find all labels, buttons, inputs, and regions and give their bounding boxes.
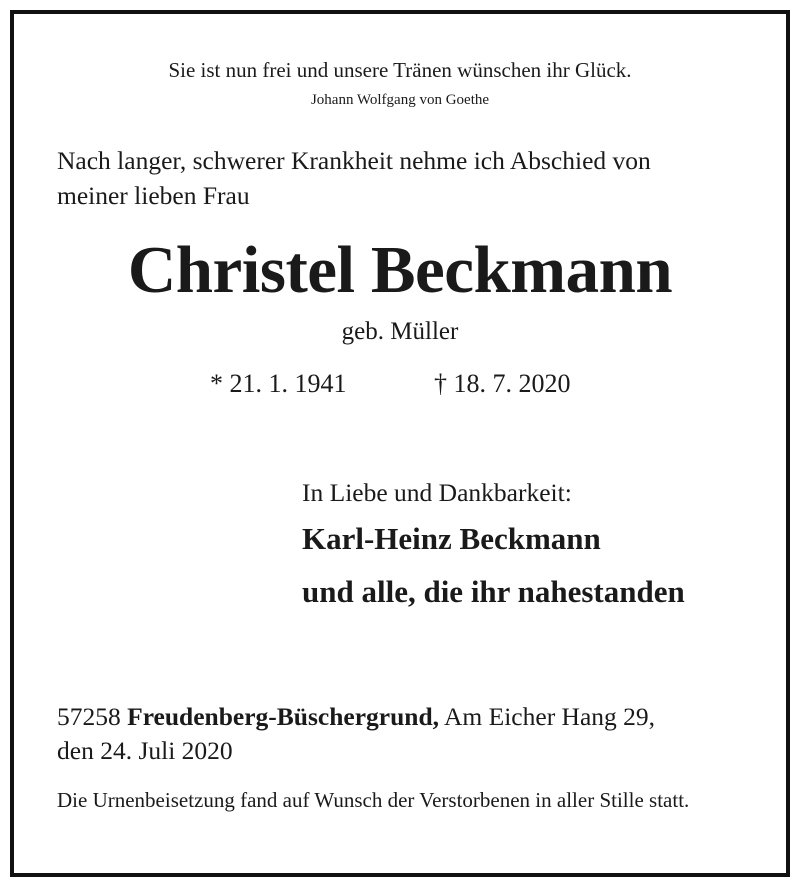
- other-mourners: und alle, die ihr nahestanden: [302, 574, 685, 609]
- postcode: 57258: [57, 702, 121, 731]
- maiden-name: geb. Müller: [341, 318, 459, 345]
- street: Am Eicher Hang 29,: [444, 702, 656, 731]
- survivor-name: Karl-Heinz Beckmann: [302, 521, 601, 556]
- intro-text-line-2: meiner lieben Frau: [57, 181, 250, 210]
- death-date: † 18. 7. 2020: [434, 369, 571, 398]
- obituary-notice: [10, 10, 790, 877]
- mourners-intro: In Liebe und Dankbarkeit:: [302, 478, 572, 507]
- quote-author: Johann Wolfgang von Goethe: [310, 92, 490, 108]
- deceased-name: Christel Beckmann: [127, 233, 673, 307]
- dateline: den 24. Juli 2020: [57, 736, 233, 765]
- intro-text-line-1: Nach langer, schwerer Krankheit nehme ich Abschied von: [57, 146, 651, 175]
- goethe-quote: Sie ist nun frei und unsere Tränen wünschen ihr Glück.: [168, 58, 632, 82]
- birth-date: * 21. 1. 1941: [210, 369, 347, 398]
- town: Freudenberg-Büschergrund,: [127, 702, 440, 731]
- address-line: [57, 702, 655, 732]
- burial-note: Die Urnenbeisetzung fand auf Wunsch der Verstorbenen in aller Stille statt.: [57, 788, 690, 812]
